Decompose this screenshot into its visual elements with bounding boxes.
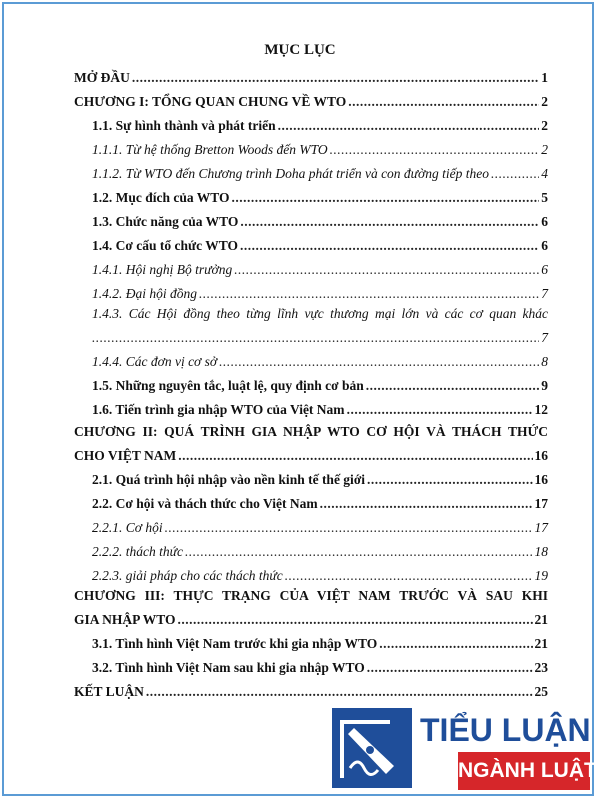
toc-leader: [178, 612, 533, 628]
toc-leader: [178, 448, 532, 464]
toc-entry[interactable]: [92, 286, 548, 302]
toc-entry-page: 6: [541, 238, 548, 253]
toc-leader: [491, 166, 539, 182]
toc-entry-text[interactable]: CHƯƠNG III: THỰC TRẠNG CỦA VIỆT NAM TRƯỚC VÀ SAU KHI: [74, 588, 548, 603]
toc-entry-page: 1: [541, 70, 548, 85]
toc-entry[interactable]: [92, 660, 548, 676]
toc-entry[interactable]: [74, 70, 548, 86]
toc-entry-page: 23: [534, 660, 548, 675]
toc-entry-text[interactable]: 1.4.3. Các Hội đồng theo từng lĩnh vực thương mại lớn và các cơ quan khác: [92, 306, 548, 321]
toc-entry[interactable]: [92, 520, 548, 536]
toc-entry-text: CHƯƠNG I: TỔNG QUAN CHUNG VỀ WTO: [74, 94, 347, 109]
toc-entry[interactable]: [92, 568, 548, 584]
toc-entry-text-cont: CHO VIỆT NAM: [74, 448, 177, 463]
toc-leader: [92, 330, 539, 346]
toc-entry-text: 1.4. Cơ cấu tổ chức WTO: [92, 238, 238, 253]
toc-leader: [379, 636, 532, 652]
toc-leader: [146, 684, 533, 700]
toc-entry-page: 6: [541, 214, 548, 229]
toc-entry-page: 8: [541, 354, 548, 369]
toc-entry-page: 17: [534, 520, 548, 535]
toc-leader: [240, 238, 539, 254]
toc-entry[interactable]: [92, 190, 548, 206]
toc-leader: [219, 354, 539, 370]
toc-entry-page: 2: [541, 142, 548, 157]
toc-entry-page: 19: [534, 568, 548, 583]
toc-leader: [348, 94, 539, 110]
toc-leader: [347, 402, 533, 418]
toc-entry-text: 1.3. Chức năng của WTO: [92, 214, 239, 229]
toc-entry-text: 1.1. Sự hình thành và phát triển: [92, 118, 276, 133]
toc-entry[interactable]: [74, 94, 548, 110]
toc-entry-text: 1.4.1. Hội nghị Bộ trưởng: [92, 262, 233, 277]
toc-entry-text: 2.2.1. Cơ hội: [92, 520, 163, 535]
toc-entry[interactable]: [92, 544, 548, 560]
toc-entry-text: 1.2. Mục đích của WTO: [92, 190, 230, 205]
toc-leader: [234, 262, 539, 278]
toc-entry-page: 2: [541, 94, 548, 109]
toc-entry-page: 7: [541, 330, 548, 345]
toc-entry[interactable]: [92, 636, 548, 652]
toc-entry[interactable]: [92, 496, 548, 512]
toc-entry[interactable]: [74, 684, 548, 700]
toc-entry[interactable]: [92, 166, 548, 182]
toc-entry-page: 6: [541, 262, 548, 277]
toc-leader: [367, 660, 533, 676]
toc-leader: [330, 142, 540, 158]
toc-leader: [165, 520, 533, 536]
toc-leader: [199, 286, 539, 302]
toc-entry[interactable]: [92, 262, 548, 278]
toc-entry[interactable]: [92, 142, 548, 158]
toc-entry-text: 2.2. Cơ hội và thách thức cho Việt Nam: [92, 496, 318, 511]
toc-entry-text: 1.6. Tiến trình gia nhập WTO của Việt Nam: [92, 402, 345, 417]
logo-subtitle: NGÀNH LUẬT: [458, 752, 590, 790]
toc-entry-page: 25: [534, 684, 548, 699]
toc-entry-text: 2.1. Quá trình hội nhập vào nền kinh tế thế giới: [92, 472, 366, 487]
toc-entry-page: 16: [534, 448, 548, 463]
toc-entry-page: 21: [534, 612, 548, 627]
toc-leader: [240, 214, 539, 230]
toc-entry-text: 1.1.2. Từ WTO đến Chương trình Doha phát triển và con đường tiếp theo: [92, 166, 489, 181]
toc-entry[interactable]: [92, 354, 548, 370]
page-title: MỤC LỤC: [264, 42, 336, 58]
toc-entry[interactable]: [74, 448, 548, 464]
pen-nib-logo-icon: [332, 708, 412, 788]
toc-entry-text: 1.1.1. Từ hệ thống Bretton Woods đến WTO: [92, 142, 328, 157]
toc-entry-page: 9: [541, 378, 548, 393]
toc-leader: [285, 568, 533, 584]
logo-title: TIỂU LUẬN: [420, 712, 591, 748]
toc-entry-text: 1.5. Những nguyên tắc, luật lệ, quy định cơ bản: [92, 378, 364, 393]
toc-leader: [232, 190, 540, 206]
toc-entry-text: 3.1. Tình hình Việt Nam trước khi gia nhập WTO: [92, 636, 378, 651]
toc-entry[interactable]: [92, 118, 548, 134]
toc-leader: [278, 118, 540, 134]
toc-entry-text: 1.4.2. Đại hội đồng: [92, 286, 198, 301]
toc-entry-page: 12: [534, 402, 548, 417]
toc-entry-text: 2.2.3. giải pháp cho các thách thức: [92, 568, 283, 583]
toc-entry-text-cont: GIA NHẬP WTO: [74, 612, 176, 627]
toc-entry-page: 16: [534, 472, 548, 487]
toc-leader: [367, 472, 532, 488]
toc-entry-text: KẾT LUẬN: [74, 684, 144, 699]
toc-entry[interactable]: [74, 612, 548, 628]
toc-entry[interactable]: [92, 214, 548, 230]
toc-entry[interactable]: [92, 402, 548, 418]
toc-entry[interactable]: [92, 378, 548, 394]
toc-entry-text: 3.2. Tình hình Việt Nam sau khi gia nhập WTO: [92, 660, 365, 675]
toc-entry-page: 4: [541, 166, 548, 181]
toc-leader: [366, 378, 539, 394]
toc-leader: [132, 70, 539, 86]
toc-leader: [320, 496, 533, 512]
toc-entry-page: 21: [534, 636, 548, 651]
toc-entry[interactable]: [92, 472, 548, 488]
toc-entry-text: 1.4.4. Các đơn vị cơ sở: [92, 354, 218, 369]
toc-leader: [185, 544, 533, 560]
toc-entry-text[interactable]: CHƯƠNG II: QUÁ TRÌNH GIA NHẬP WTO CƠ HỘI VÀ THÁCH THỨC: [74, 424, 548, 439]
toc-entry-page: 7: [541, 286, 548, 301]
toc-entry[interactable]: [92, 330, 548, 346]
toc-entry-page: 17: [534, 496, 548, 511]
toc-entry-page: 18: [534, 544, 548, 559]
toc-entry-page: 5: [541, 190, 548, 205]
toc-entry-text: 2.2.2. thách thức: [92, 544, 183, 559]
toc-entry[interactable]: [92, 238, 548, 254]
toc-entry-text: MỞ ĐẦU: [74, 70, 130, 85]
toc-entry-page: 2: [541, 118, 548, 133]
